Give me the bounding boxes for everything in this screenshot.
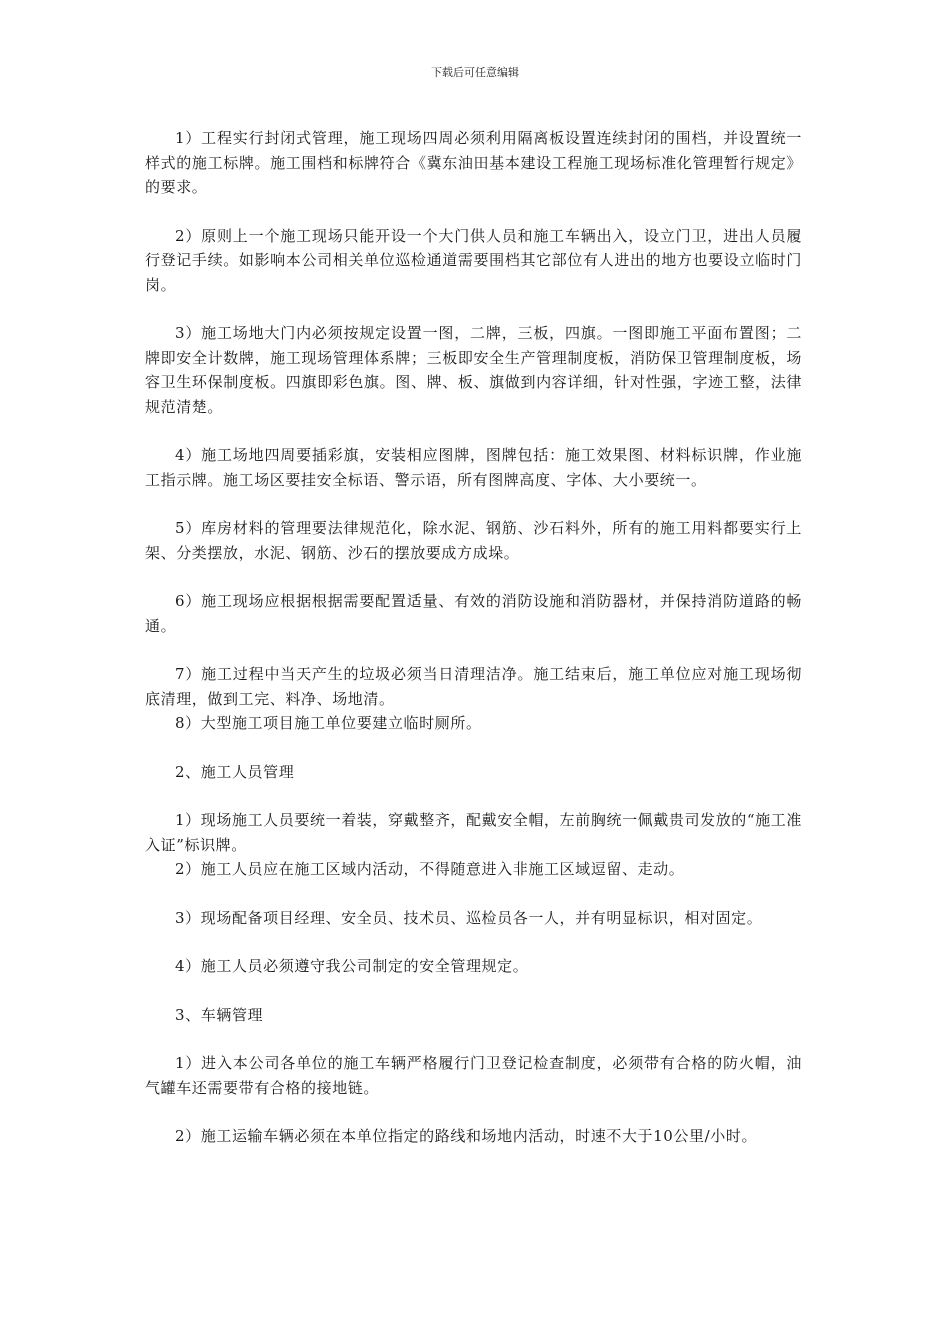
paragraph-enclosure-management: 1）工程实行封闭式管理，施工现场四周必须利用隔离板设置连续封闭的围档，并设置统一样式的施工标牌。施工围档和标牌符合《冀东油田基本建设工程施工现场标准化管理暂行规定》的要求。 xyxy=(145,129,802,196)
paragraph-staffing: 3）现场配备项目经理、安全员、技术员、巡检员各一人，并有明显标识，相对固定。 xyxy=(175,908,763,927)
paragraph-waste-cleanup: 7）施工过程中当天产生的垃圾必须当日清理洁净。施工结束后，施工单位应对施工现场彻底清理，做到工完、料净、场地清。 xyxy=(145,665,802,708)
paragraph-vehicle-speed: 2）施工运输车辆必须在本单位指定的路线和场地内活动，时速不大于10公里/小时。 xyxy=(175,1127,758,1145)
document-body xyxy=(145,126,802,1149)
paragraph-warehouse-materials: 5）库房材料的管理要法律规范化，除水泥、钢筋、沙石料外，所有的施工用料都要实行上架、分类摆放，水泥、钢筋、沙石的摆放要成方成垛。 xyxy=(145,519,802,562)
paragraph-fire-safety: 6）施工现场应根据根据需要配置适量、有效的消防设施和消防器材，并保持消防道路的畅通。 xyxy=(145,592,802,635)
paragraph-site-gate: 2）原则上一个施工现场只能开设一个大门供人员和施工车辆出入，设立门卫，进出人员履行登记手续。如影响本公司相关单位巡检通道需要围档其它部位有人进出的地方也要设立临时门岗。 xyxy=(145,226,802,294)
paragraph-safety-rules: 4）施工人员必须遵守我公司制定的安全管理规定。 xyxy=(175,957,529,975)
paragraph-signage: 3）施工场地大门内必须按规定设置一图，二牌，三板，四旗。一图即施工平面布置图；二牌即安全计数牌，施工现场管理体系牌；三板即安全生产管理制度板，消防保卫管理制度板，场容卫生环保制度板。四旗即彩色旗。图、牌、板、旗做到内容详细，针对性强，字迹工整，法律规范清楚。 xyxy=(145,324,802,416)
paragraph-uniform: 1）现场施工人员要统一着装，穿戴整齐，配戴安全帽，左前胸统一佩戴贵司发放的“施工准入证”标识牌。 xyxy=(145,811,802,854)
section-heading-personnel: 2、施工人员管理 xyxy=(175,762,295,781)
paragraph-vehicle-registration: 1）进入本公司各单位的施工车辆严格履行门卫登记检查制度，必须带有合格的防火帽，油气罐车还需要带有合格的接地链。 xyxy=(145,1054,802,1097)
paragraph-temporary-toilet: 8）大型施工项目施工单位要建立临时厕所。 xyxy=(175,714,482,732)
section-heading-vehicles: 3、车辆管理 xyxy=(175,1005,264,1024)
page-header-note: 下载后可任意编辑 xyxy=(431,66,519,79)
paragraph-work-area: 2）施工人员应在施工区域内活动，不得随意进入非施工区域逗留、走动。 xyxy=(175,860,685,878)
paragraph-flags-boards: 4）施工场地四周要插彩旗，安装相应图牌，图牌包括：施工效果图、材料标识牌，作业施工指示牌。施工场区要挂安全标语、警示语，所有图牌高度、字体、大小要统一。 xyxy=(145,446,802,489)
